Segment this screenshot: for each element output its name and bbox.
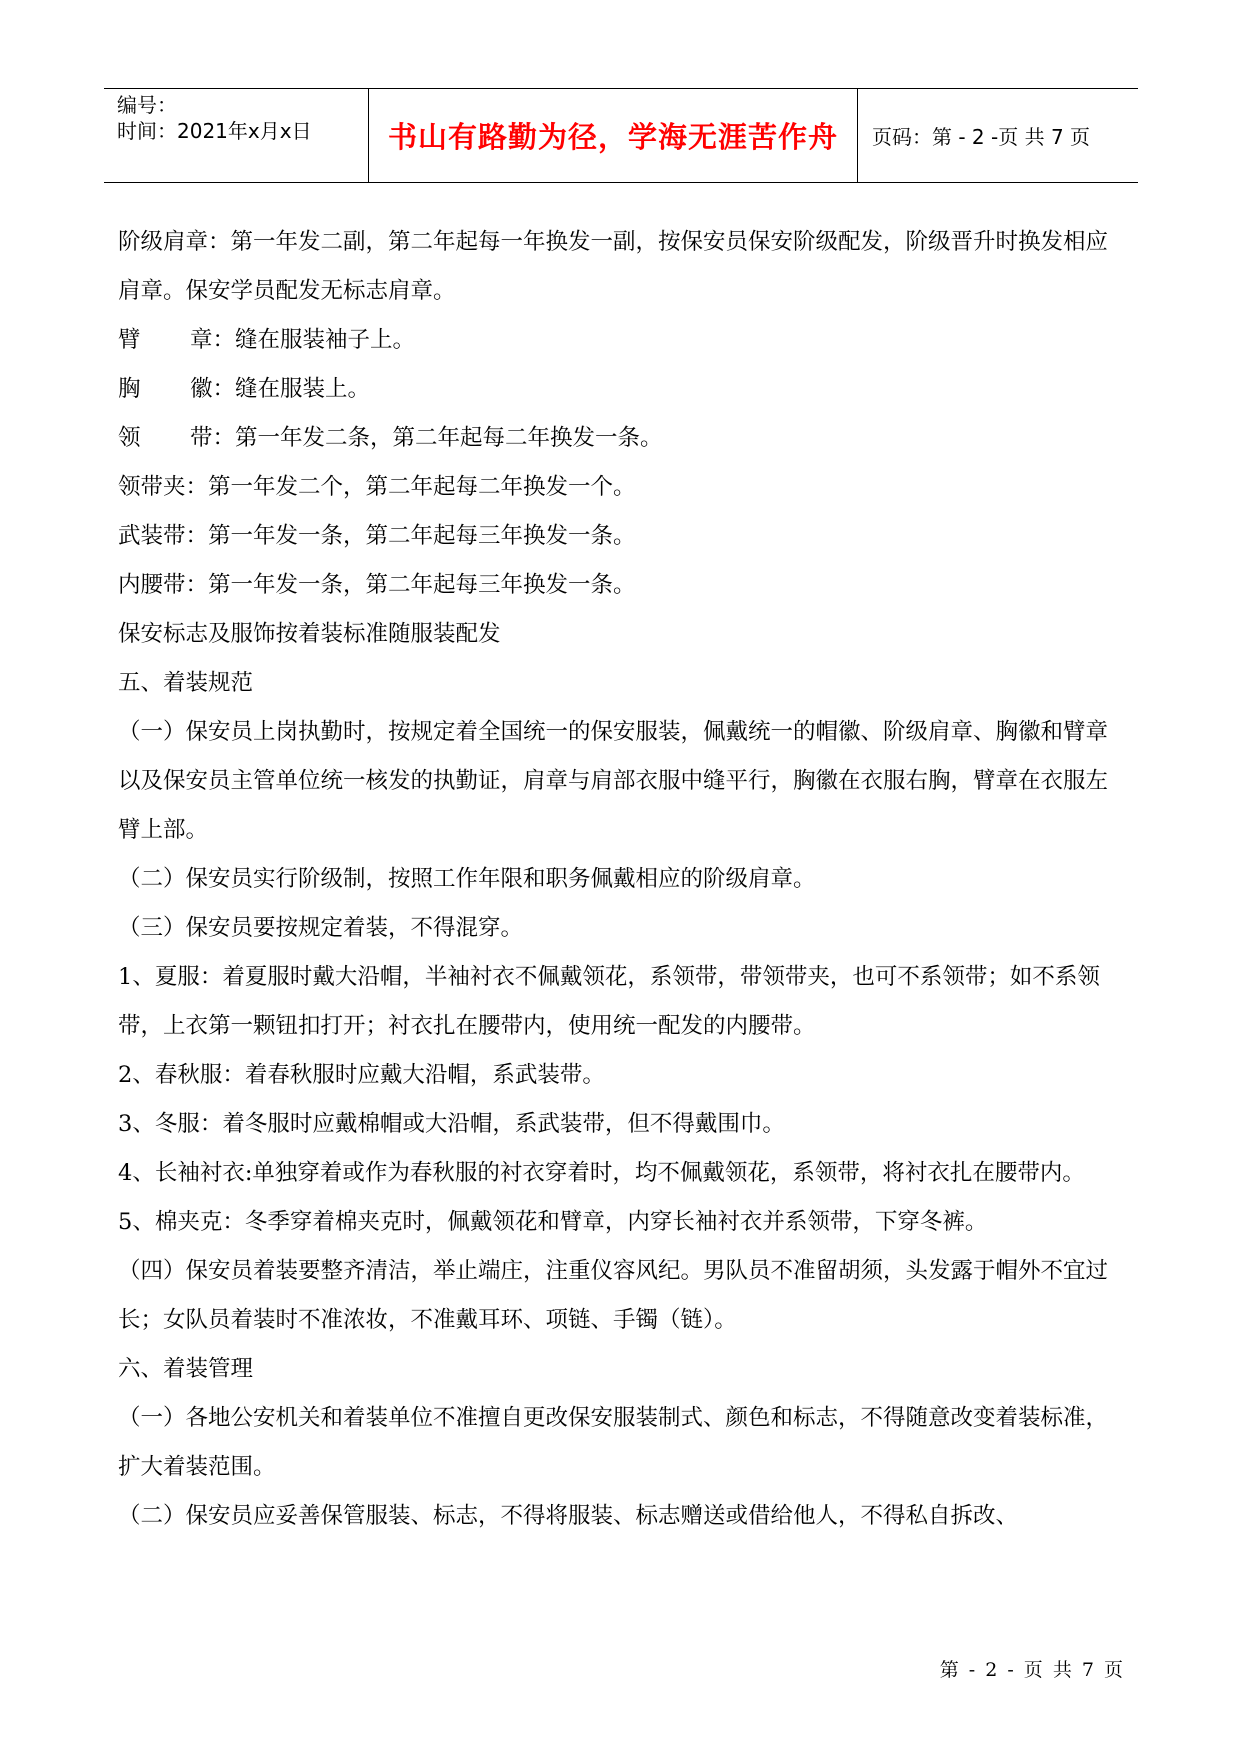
header-date: 时间：2021年x月x日 [117, 119, 312, 143]
paragraph [118, 414, 1128, 463]
term-label: 章 [190, 327, 213, 353]
paragraph: 2、春秋服：着春秋服时应戴大沿帽，系武装带。 [118, 1062, 605, 1088]
paragraph: 5、棉夹克：冬季穿着棉夹克时，佩戴领花和臂章，内穿长袖衬衣并系领带，下穿冬裤。 [118, 1209, 988, 1235]
term-label: 臂 [118, 327, 141, 353]
paragraph: 阶级肩章：第一年发二副，第二年起每一年换发一副，按保安员保安阶级配发，阶级晋升时换发相应肩章。保安学员配发无标志肩章。 [118, 229, 1109, 304]
paragraph: 4、长袖衬衣:单独穿着或作为春秋服的衬衣穿着时，均不佩戴领花，系领带，将衬衣扎在腰带内。 [118, 1160, 1085, 1186]
paragraph [118, 316, 1128, 365]
paragraph: 1、夏服：着夏服时戴大沿帽，半袖衬衣不佩戴领花，系领带，带领带夹，也可不系领带；如不系领带，上衣第一颗钮扣打开；衬衣扎在腰带内，使用统一配发的内腰带。 [118, 964, 1100, 1039]
term-label: 带 [190, 425, 213, 451]
term-text: ：缝在服装袖子上。 [212, 327, 416, 353]
section-heading: 五、着装规范 [118, 670, 254, 696]
section-heading: 六、着装管理 [118, 1356, 254, 1382]
term-text: ：第一年发二条，第二年起每二年换发一条。 [212, 425, 663, 451]
header-divider [857, 89, 858, 182]
paragraph: （三）保安员要按规定着装，不得混穿。 [118, 915, 524, 941]
paragraph: 内腰带：第一年发一条，第二年起每三年换发一条。 [118, 572, 636, 598]
paragraph [118, 365, 1128, 414]
term-label: 领 [118, 425, 141, 451]
paragraph: 领带夹：第一年发二个，第二年起每二年换发一个。 [118, 474, 636, 500]
paragraph: （一）各地公安机关和着装单位不准擅自更改保安服装制式、颜色和标志，不得随意改变着装标准，扩大着装范围。 [118, 1405, 1109, 1480]
term-label: 胸 [118, 376, 141, 402]
header-serial-label: 编号： [117, 93, 177, 117]
header-motto: 书山有路勤为径，学海无涯苦作舟 [387, 120, 838, 154]
header-page-number: 页码：第 - 2 -页 共 7 页 [872, 125, 1091, 149]
paragraph: （二）保安员实行阶级制，按照工作年限和职务佩戴相应的阶级肩章。 [118, 866, 816, 892]
header-divider [368, 89, 369, 182]
paragraph: （四）保安员着装要整齐清洁，举止端庄，注重仪容风纪。男队员不准留胡须，头发露于帽外不宜过长；女队员着装时不准浓妆，不准戴耳环、项链、手镯（链）。 [118, 1258, 1109, 1333]
paragraph: 武装带：第一年发一条，第二年起每三年换发一条。 [118, 523, 636, 549]
page-footer: 第 - 2 - 页 共 7 页 [939, 1659, 1125, 1681]
page-header [104, 88, 1138, 183]
paragraph: 保安标志及服饰按着装标准随服装配发 [118, 621, 501, 647]
paragraph: 3、冬服：着冬服时应戴棉帽或大沿帽，系武装带，但不得戴围巾。 [118, 1111, 785, 1137]
term-text: ：缝在服装上。 [212, 376, 371, 402]
term-label: 徽 [190, 376, 213, 402]
header-meta [117, 92, 312, 144]
paragraph: （一）保安员上岗执勤时，按规定着全国统一的保安服装，佩戴统一的帽徽、阶级肩章、胸徽和臂章以及保安员主管单位统一核发的执勤证，肩章与肩部衣服中缝平行，胸徽在衣服右胸，臂章在衣服左臂上部。 [118, 719, 1109, 843]
paragraph: （二）保安员应妥善保管服装、标志，不得将服装、标志赠送或借给他人，不得私自拆改、 [118, 1503, 1019, 1529]
document-body [118, 218, 1128, 1541]
